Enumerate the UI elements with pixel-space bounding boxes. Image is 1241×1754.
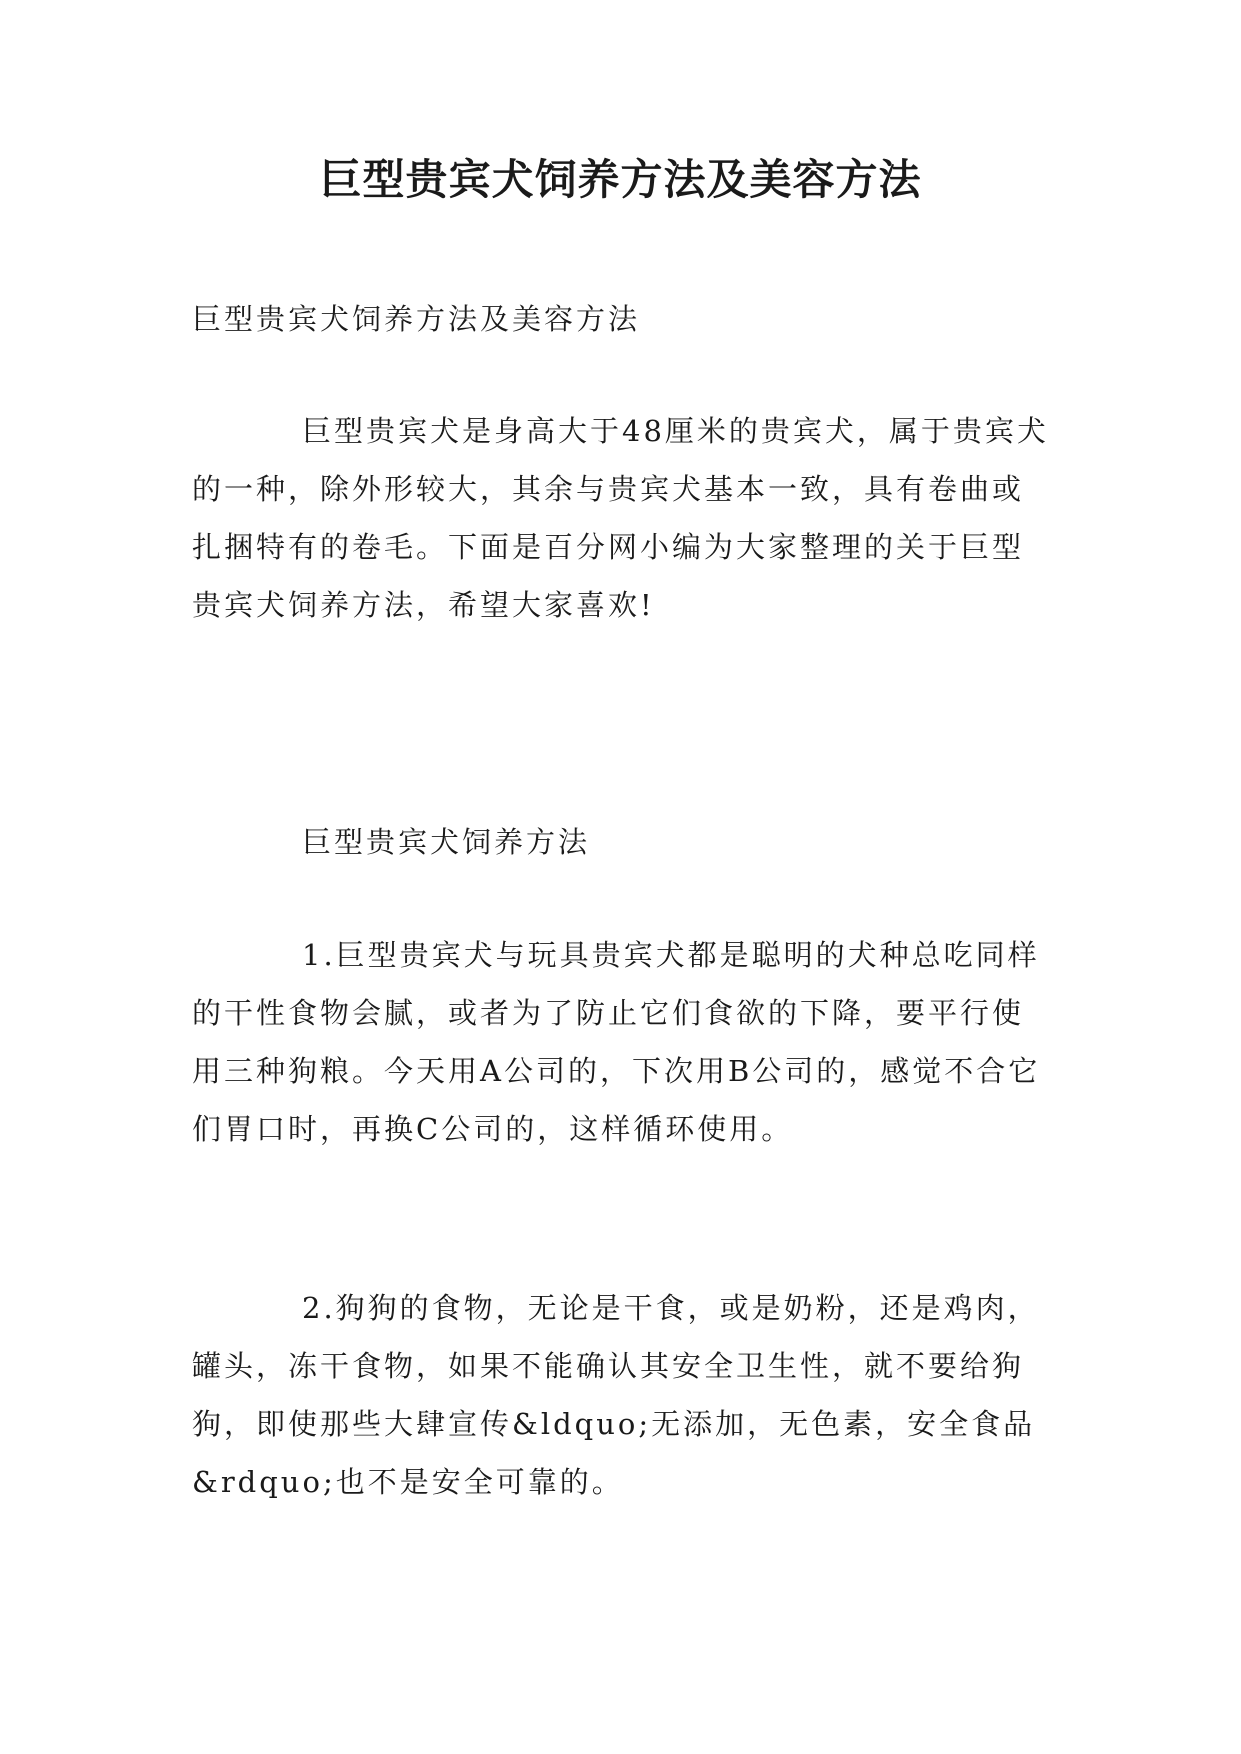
intro-paragraph: 巨型贵宾犬是身高大于48厘米的贵宾犬，属于贵宾犬的一种，除外形较大，其余与贵宾犬基本一致，具有卷曲或扎捆特有的卷毛。下面是百分网小编为大家整理的关于巨型贵宾犬饲养方法，希望大家喜欢! bbox=[192, 414, 1049, 622]
document-subtitle: 巨型贵宾犬饲养方法及美容方法 bbox=[192, 302, 641, 336]
document-title: 巨型贵宾犬饲养方法及美容方法 bbox=[319, 155, 922, 204]
paragraph-feeding-2: 2.狗狗的食物，无论是干食，或是奶粉，还是鸡肉，罐头，冻干食物，如果不能确认其安全卫生性，就不要给狗狗，即使那些大肆宣传&ldquo;无添加，无色素，安全食品&rdquo;也不是安全可靠的。 bbox=[192, 1291, 1040, 1499]
paragraph-feeding-1: 1.巨型贵宾犬与玩具贵宾犬都是聪明的犬种总吃同样的干性食物会腻，或者为了防止它们食欲的下降，要平行使用三种狗粮。今天用A公司的，下次用B公司的，感觉不合它们胃口时，再换C公司的，这样循环使用。 bbox=[192, 938, 1041, 1146]
section-heading: 巨型贵宾犬饲养方法 bbox=[302, 825, 591, 859]
